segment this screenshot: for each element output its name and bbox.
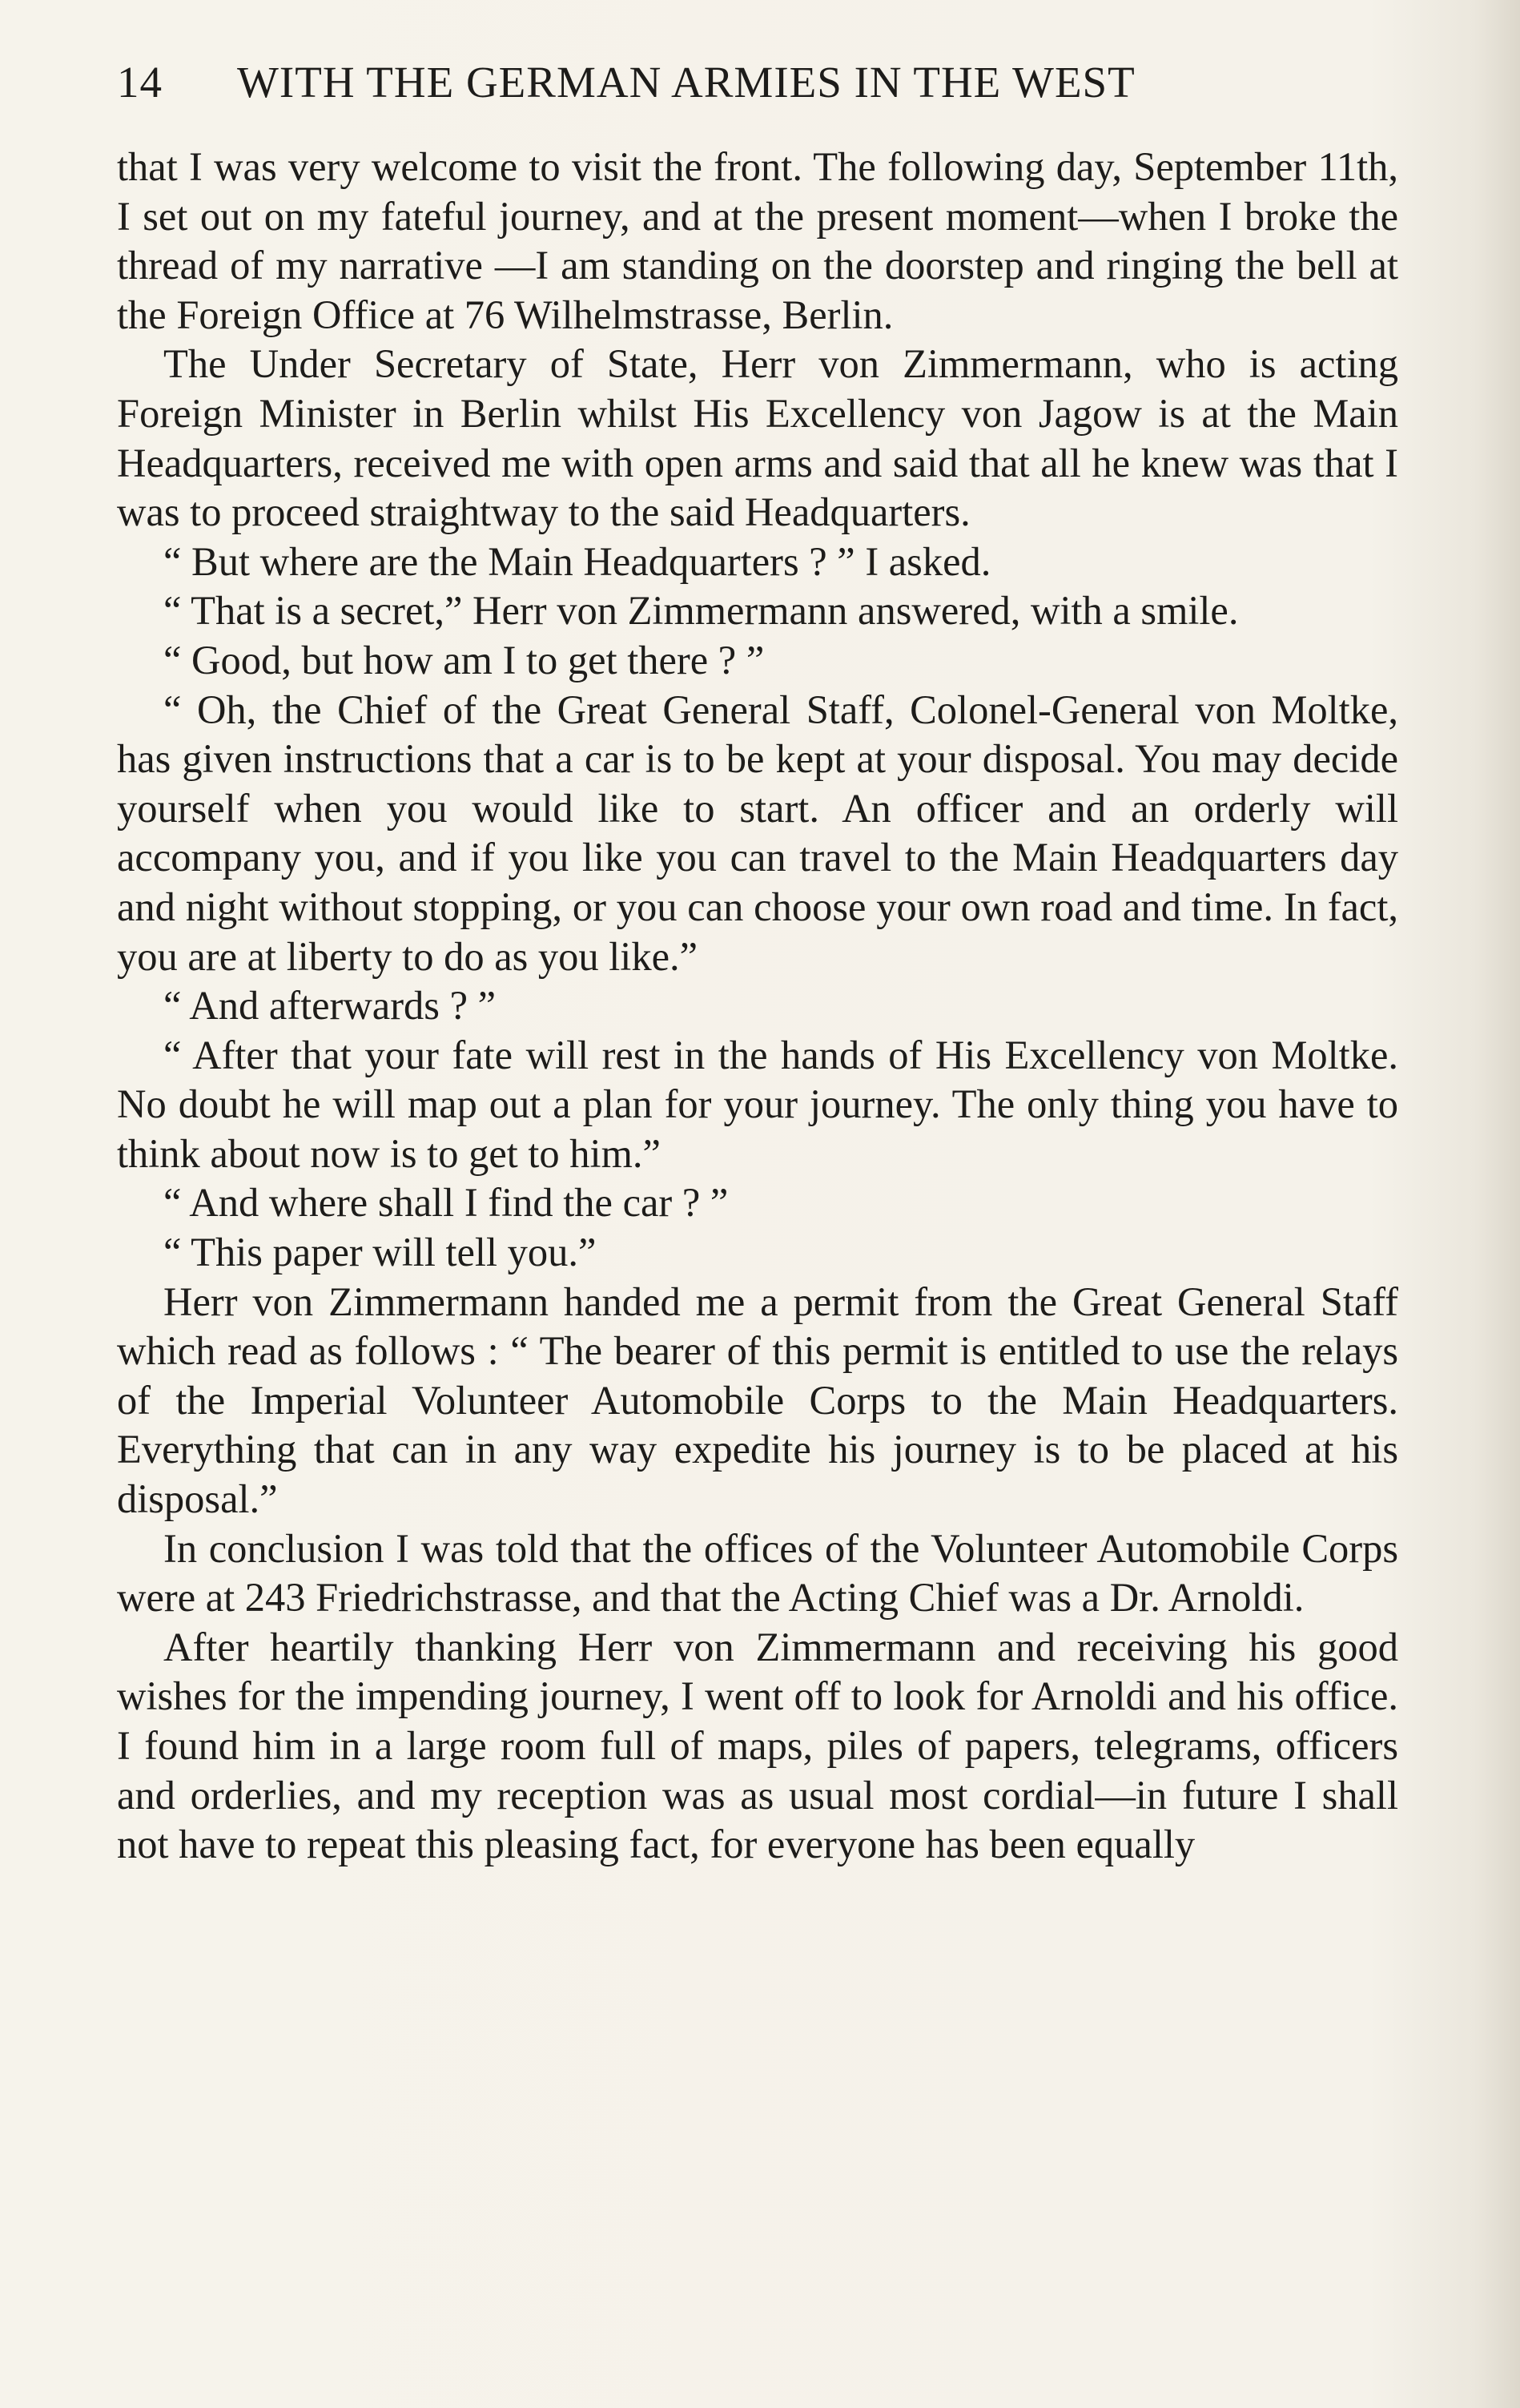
paragraph: The Under Secretary of State, Herr von Zimmermann, who is acting Foreign Minister in Berlin whilst His Excellency von Jagow is at the Main Headquarters, received me with open arms and said that all he knew was that I was to proceed straightway to the said Headquarters. bbox=[117, 341, 1398, 535]
paragraph: In conclusion I was told that the offices of the Volunteer Automobile Corps were at 243 Friedrichstrasse, and that the Acting Chief was a Dr. Arnoldi. bbox=[117, 1525, 1398, 1621]
paragraph: “ And where shall I find the car ? ” bbox=[163, 1180, 729, 1226]
page-number: 14 bbox=[117, 58, 163, 107]
running-head bbox=[117, 54, 1398, 111]
paragraph: “ This paper will tell you.” bbox=[163, 1230, 597, 1275]
paragraph: After heartily thanking Herr von Zimmermann and receiving his good wishes for the impending journey, I went off to look for Arnoldi and his office. I found him in a large room full of maps, piles of papers, telegrams, officers and orderlies, and my reception was as usual most cordial—in future I shall not have to repeat this pleasing fact, for everyone has been equally bbox=[117, 1624, 1398, 1867]
paragraph: “ Good, but how am I to get there ? ” bbox=[163, 637, 765, 683]
paragraph-continuation: that I was very welcome to visit the front. The following day, September 11th, I set out on my fateful journey, and at the present moment—when I broke the thread of my narrative —I am standing on the doorstep and ringing the bell at the Foreign Office at 76 Wilhelmstrasse, Berlin. bbox=[117, 144, 1398, 337]
paragraph: “ Oh, the Chief of the Great General Staff, Colonel-General von Moltke, has given instructions that a car is to be kept at your disposal. You may decide yourself when you would like to start. An officer and an orderly will accompany you, and if you like you can travel to the Main Headquarters day and night without stopping, or you can choose your own road and time. In fact, you are at liberty to do as you like.” bbox=[117, 687, 1398, 979]
paragraph: “ After that your fate will rest in the hands of His Excellency von Moltke. No doubt he will map out a plan for your journey. The only thing you have to think about now is to get to him.” bbox=[117, 1032, 1398, 1176]
paragraph: “ And afterwards ? ” bbox=[163, 983, 497, 1029]
paragraph: “ That is a secret,” Herr von Zimmermann answered, with a smile. bbox=[163, 588, 1239, 634]
body-text bbox=[117, 143, 1398, 1870]
running-title: WITH THE GERMAN ARMIES IN THE WEST bbox=[237, 58, 1136, 107]
paragraph: “ But where are the Main Headquarters ? ” I asked. bbox=[163, 538, 991, 584]
paragraph: Herr von Zimmermann handed me a permit from the Great General Staff which read as follows : “ The bearer of this permit is entitled to use the relays of the Imperial Volunteer Automobile Corps to the Main Headquarters. Everything that can in any way expedite his journey is to be placed at his disposal.” bbox=[117, 1278, 1398, 1522]
